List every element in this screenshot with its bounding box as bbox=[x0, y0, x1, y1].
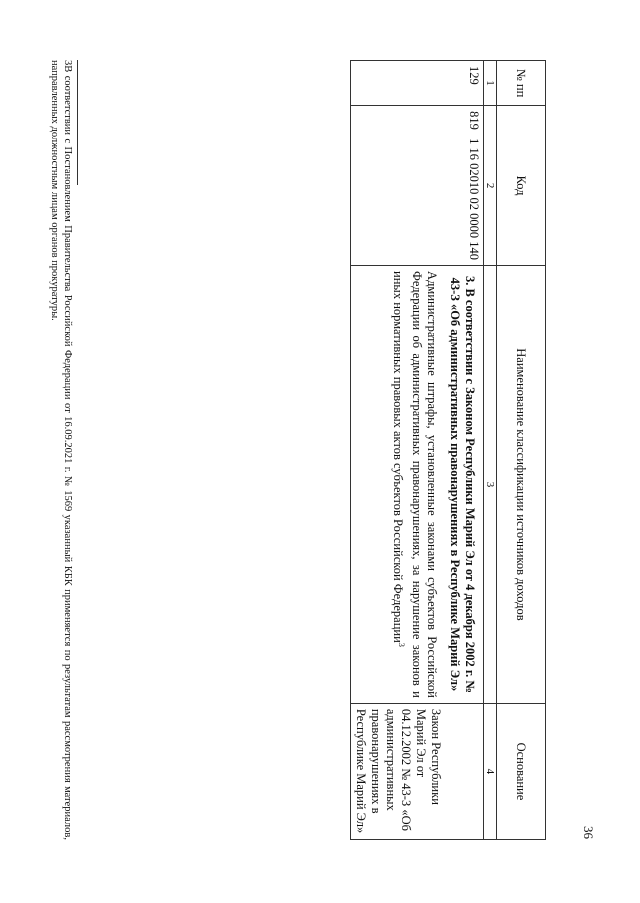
basis-spacer bbox=[443, 709, 481, 834]
table-row bbox=[351, 61, 484, 840]
row-basis bbox=[351, 703, 484, 839]
footnote-mark: 3 bbox=[397, 642, 406, 647]
admin-code: 819 bbox=[467, 111, 481, 130]
column-number: 2 bbox=[484, 106, 497, 266]
row-name-text bbox=[390, 271, 439, 698]
column-number: 4 bbox=[484, 703, 497, 839]
header-basis: Основание bbox=[497, 703, 546, 839]
name-text: Административные штрафы, установленные законами субъектов Российской Федерации об административных правонарушениях, за нарушение законов и иных нормативных правовых актов субъектов Российской Федерации bbox=[390, 271, 439, 698]
row-code bbox=[351, 106, 484, 266]
income-code: 1 16 02010 02 0000 140 bbox=[467, 138, 481, 261]
column-number: 1 bbox=[484, 61, 497, 106]
page-number: 36 bbox=[581, 826, 596, 839]
footnote: 3В соответствии с Постановлением Правительства Российской Федерации от 16.09.2021 г. № 1569 указанный КБК применяется по результатам рассмотрения материалов, направленных должностным лицам органов прокуратуры. bbox=[49, 60, 73, 840]
header-name: Наименование классификации источников доходов bbox=[497, 266, 546, 704]
table-header-row bbox=[497, 61, 546, 840]
header-num: № пп bbox=[497, 61, 546, 106]
row-number: 129 bbox=[351, 61, 484, 106]
header-code: Код bbox=[497, 106, 546, 266]
section-title: 3. В соответствии с Законом Республики Марий Эл от 4 декабря 2002 г. № 43-З «Об административных правонарушениях в Республике Марий Эл» bbox=[448, 275, 477, 693]
footnote-divider bbox=[77, 60, 78, 185]
basis-text: Закон Республики Марий Эл от 04.12.2002 № 43-З «Об административных правонарушениях в Республике Марий Эл» bbox=[354, 708, 443, 834]
row-name bbox=[351, 266, 484, 704]
income-classification-table bbox=[350, 60, 546, 840]
column-number: 3 bbox=[484, 266, 497, 704]
column-number-row bbox=[484, 61, 497, 840]
code-wrapper bbox=[466, 111, 481, 260]
